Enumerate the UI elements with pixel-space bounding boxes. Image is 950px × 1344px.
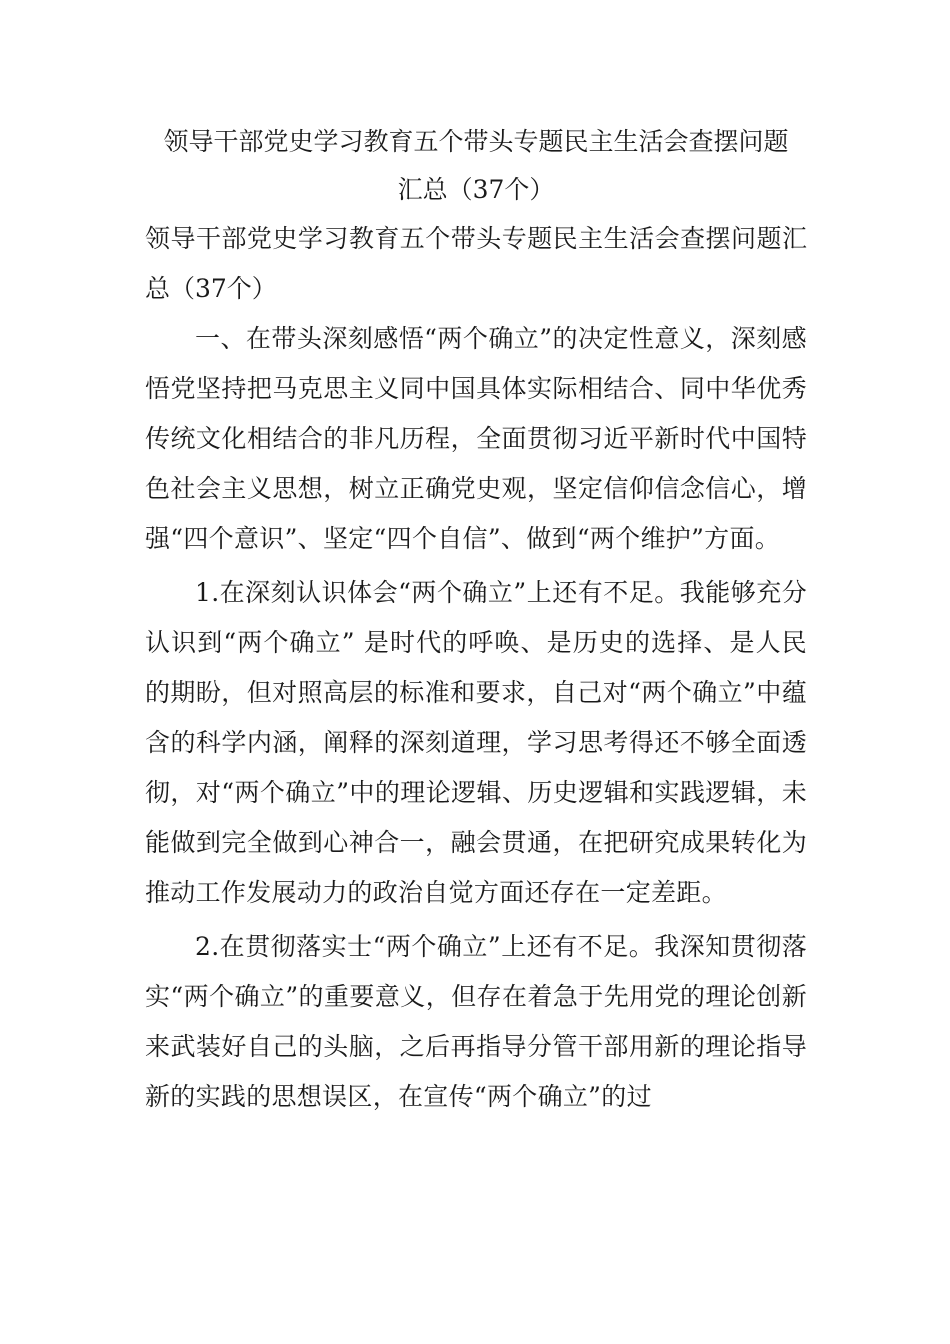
section-heading-1: 一、在带头深刻感悟“两个确立”的决定性意义，深刻感悟党坚持把马克思主义同中国具体实际相结合、同中华优秀传统文化相结合的非凡历程，全面贯彻习近平新时代中国特色社会主义思想，树立正确党史观，坚定信仰信念信心，增强“四个意识”、坚定“四个自信”、做到“两个维护”方面。 xyxy=(145,324,807,553)
document-page xyxy=(145,118,807,1122)
document-title-line1: 领导干部党史学习教育五个带头专题民主生活会查摆问题 xyxy=(163,127,789,156)
problem-item-2: 2.在贯彻落实士“两个确立”上还有不足。我深知贯彻落实“两个确立”的重要意义，但存在着急于先用党的理论创新来武装好自己的头脑，之后再指导分管干部用新的理论指导新的实践的思想误区，在宣传“两个确立”的过 xyxy=(145,932,807,1111)
document-title-line2: 汇总（37个） xyxy=(397,175,555,204)
problem-item-1: 1.在深刻认识体会“两个确立”上还有不足。我能够充分认识到“两个确立” 是时代的呼唤、是历史的选择、是人民的期盼，但对照高层的标准和要求，自己对“两个确立”中蕴含的科学内涵，阐释的深刻道理，学习思考得还不够全面透彻，对“两个确立”中的理论逻辑、历史逻辑和实践逻辑，未能做到完全做到心神合一，融会贯通，在把研究成果转化为推动工作发展动力的政治自觉方面还存在一定差距。 xyxy=(145,578,807,907)
document-subtitle: 领导干部党史学习教育五个带头专题民主生活会查摆问题汇总（37个） xyxy=(145,224,807,303)
